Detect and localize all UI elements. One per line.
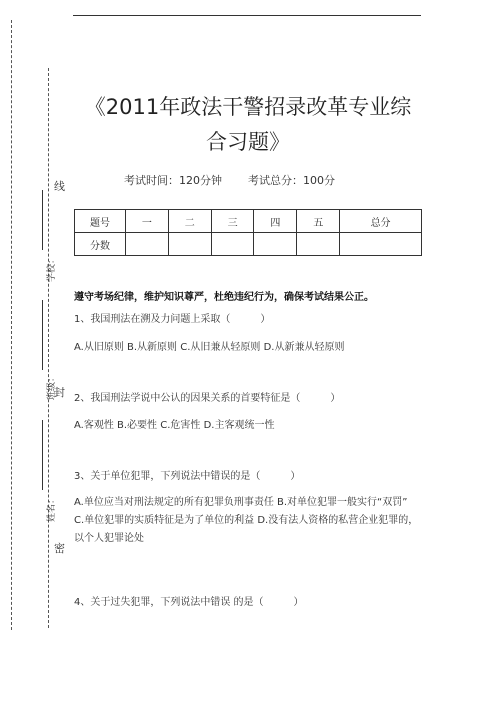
header-cell: 五 — [297, 210, 340, 233]
exam-total: 考试总分：100分 — [248, 174, 335, 187]
question-2 — [74, 390, 424, 408]
header-cell: 三 — [211, 210, 254, 233]
question-2-options — [74, 417, 424, 435]
question-1 — [74, 311, 424, 329]
question-3-options — [74, 494, 424, 548]
seal-char-top: 线 — [54, 180, 65, 193]
class-label: 班级： — [47, 372, 57, 400]
binding-cut-line — [11, 20, 12, 630]
page-title — [60, 90, 436, 160]
question-options: A.从旧原则 B.从新原则 C.从旧兼从轻原则 D.从新兼从轻原则 — [74, 342, 345, 353]
exam-time: 考试时间：120分钟 — [124, 174, 222, 187]
school-label: 学校： — [47, 254, 57, 282]
header-cell: 四 — [254, 210, 297, 233]
score-cell[interactable] — [254, 233, 297, 256]
header-cell: 一 — [126, 210, 169, 233]
score-row-label: 分数 — [75, 233, 126, 256]
name-field[interactable] — [42, 420, 53, 490]
header-rule — [73, 15, 421, 16]
title-line-1: 《2011年政法干警招录改革专业综 — [84, 95, 412, 119]
question-options: A.单位应当对刑法规定的所有犯罪负刑事责任 B.对单位犯罪一般实行“双罚” — [74, 497, 408, 508]
score-cell[interactable] — [168, 233, 211, 256]
school-field[interactable] — [42, 190, 53, 250]
score-cell[interactable] — [297, 233, 340, 256]
title-line-2: 合习题》 — [206, 130, 290, 154]
question-4 — [74, 594, 424, 612]
question-stem: 3、关于单位犯罪，下列说法中错误的是（ ） — [74, 471, 301, 482]
header-cell: 题号 — [75, 210, 126, 233]
seal-char-bottom: 密 — [54, 542, 65, 555]
score-table-header-row — [75, 210, 422, 233]
question-stem: 4、关于过失犯罪，下列说法中错误 的是（ ） — [74, 597, 304, 608]
class-field[interactable] — [42, 300, 53, 370]
score-table — [74, 209, 422, 256]
header-cell: 总分 — [340, 210, 422, 233]
question-stem: 2、我国刑法学说中公认的因果关系的首要特征是（ ） — [74, 393, 341, 404]
score-cell[interactable] — [211, 233, 254, 256]
question-3 — [74, 468, 424, 486]
score-table-score-row — [75, 233, 422, 256]
question-options: A.客观性 B.必要性 C.危害性 D.主客观统一性 — [74, 420, 275, 431]
header-cell: 二 — [168, 210, 211, 233]
question-options: 以个人犯罪论处 — [74, 533, 144, 544]
score-cell[interactable] — [126, 233, 169, 256]
seal-char-mid: 封 — [54, 386, 65, 399]
question-stem: 1、我国刑法在溯及力问题上采取（ ） — [74, 314, 271, 325]
score-cell[interactable] — [340, 233, 422, 256]
name-label: 姓名： — [47, 494, 57, 522]
exam-notice: 遵守考场纪律，维护知识尊严，杜绝违纪行为，确保考试结果公正。 — [74, 292, 374, 303]
question-1-options — [74, 339, 424, 357]
question-options: C.单位犯罪的实质特征是为了单位的利益 D.没有法人资格的私营企业犯罪的， — [74, 515, 419, 526]
